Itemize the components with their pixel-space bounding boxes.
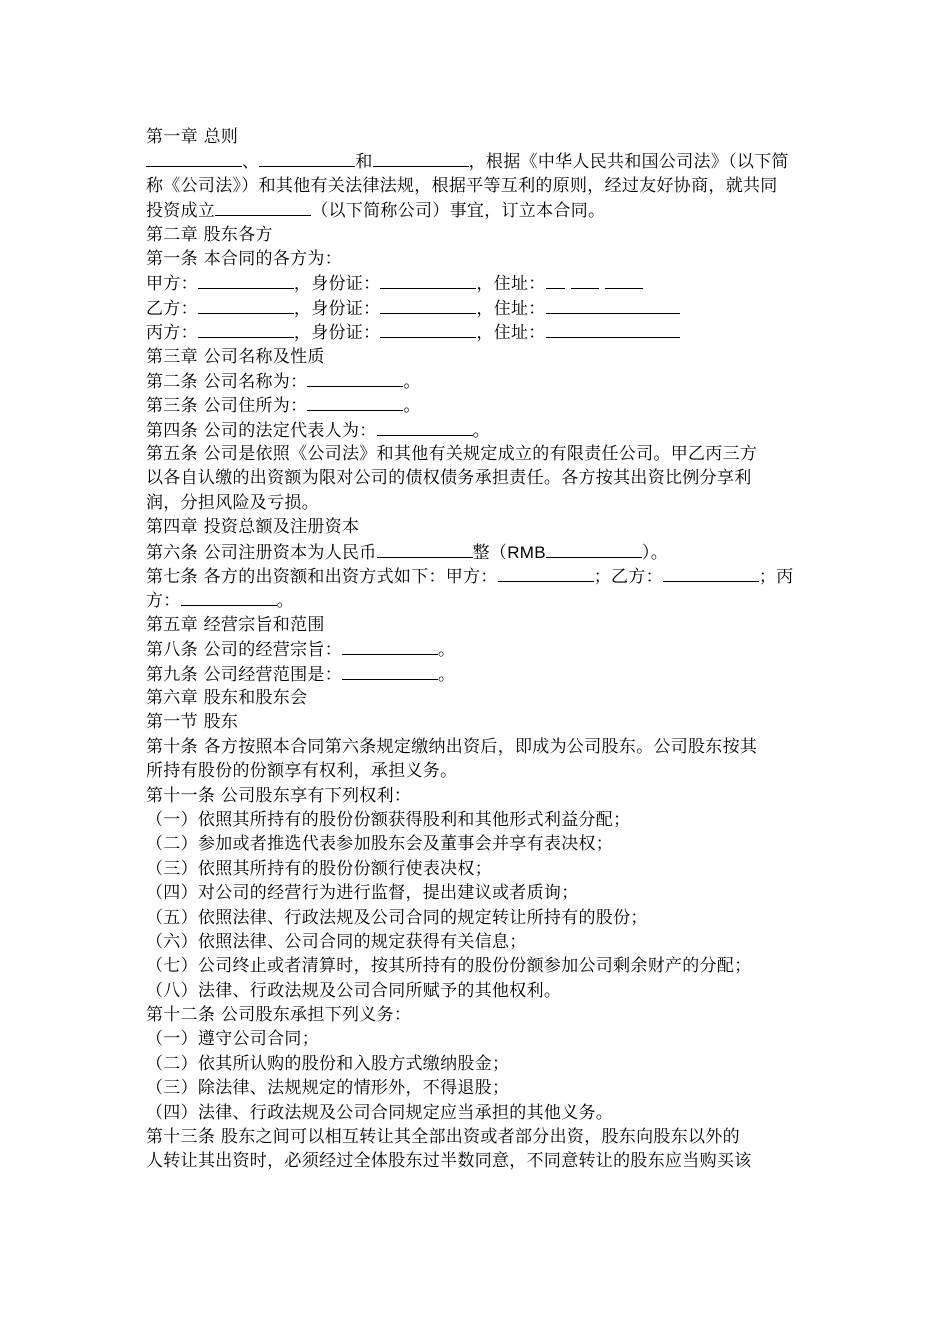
document-line: [146, 613, 806, 637]
line-text: 。: [403, 371, 421, 392]
document-line: [146, 223, 806, 247]
document-line: [146, 466, 806, 490]
line-text: （一）依照其所持有的股份份额获得股利和其他形式利益分配；: [146, 809, 631, 830]
line-text: 第一节 股东: [146, 712, 239, 733]
document-line: [146, 442, 806, 466]
line-text: 。: [403, 396, 421, 417]
document-line: [146, 784, 806, 808]
document-line: [146, 1149, 806, 1173]
line-text: 第十一条 公司股东享有下列权利：: [146, 785, 412, 806]
document-line: [146, 710, 806, 734]
document-line: [146, 491, 806, 515]
line-text: 。: [438, 640, 456, 661]
document-line: [146, 1101, 806, 1125]
line-text: （三）依照其所持有的股份份额行使表决权；: [146, 858, 492, 879]
line-text: （五）依照法律、行政法规及公司合同的规定转让所持有的股份；: [146, 907, 648, 928]
document-line: [146, 1125, 806, 1149]
line-text: 乙方：: [146, 298, 198, 319]
document-line: [146, 125, 806, 149]
line-text: 整（: [472, 542, 508, 563]
line-text: 第一章 总则: [146, 127, 239, 147]
fill-in-blank[interactable]: [373, 149, 469, 167]
document-line: [146, 149, 806, 173]
line-text: 第十二条 公司股东承担下列义务：: [146, 1005, 412, 1026]
fill-in-blank[interactable]: [342, 637, 438, 655]
fill-in-blank[interactable]: [342, 662, 438, 680]
document-line: [146, 735, 806, 759]
document-line: [146, 906, 806, 930]
fill-in-blank[interactable]: [307, 393, 403, 411]
line-text: 第十条 各方按照本合同第六条规定缴纳出资后，即成为公司股东。公司股东按其: [146, 736, 758, 757]
document-line: [146, 271, 806, 295]
document-line: [146, 320, 806, 344]
document-line: [146, 369, 806, 393]
line-text: ，住址：: [476, 274, 546, 295]
line-text: 第四章 投资总额及注册资本: [146, 517, 360, 538]
document-line: [146, 540, 806, 564]
line-text: 丙方：: [146, 323, 198, 344]
line-text: 第六条 公司注册资本为人民币: [146, 542, 377, 563]
document-line: [146, 174, 806, 198]
document-line: [146, 296, 806, 320]
line-text: 第七条 各方的出资额和出资方式如下：甲方：: [146, 567, 498, 588]
line-text: 第一条 本合同的各方为：: [146, 248, 343, 269]
line-text: RMB: [507, 542, 546, 562]
document-line: [146, 832, 806, 856]
document-line: [146, 1027, 806, 1051]
document-line: [146, 662, 806, 686]
fill-in-blank[interactable]: [546, 540, 642, 558]
line-text: （一）遵守公司合同；: [146, 1029, 319, 1050]
line-text: ，身份证：: [293, 298, 381, 319]
fill-in-blank[interactable]: [215, 198, 311, 216]
document-line: [146, 637, 806, 661]
fill-in-blank[interactable]: [181, 588, 277, 606]
line-text: （八）法律、行政法规及公司合同所赋予的其他权利。: [146, 980, 562, 1001]
line-text: 甲方：: [146, 274, 198, 295]
line-text: ，身份证：: [293, 274, 381, 295]
fill-in-blank[interactable]: [307, 369, 403, 387]
line-text: （六）依照法律、公司合同的规定获得有关信息；: [146, 931, 527, 952]
contract-body: [146, 125, 806, 1174]
line-text: 人转让其出资时，必须经过全体股东过半数同意，不同意转让的股东应当购买该: [146, 1151, 752, 1172]
line-text: 第五条 公司是依照《公司法》和其他有关规定成立的有限责任公司。甲乙丙三方: [146, 444, 758, 465]
line-text: 第二条 公司名称为：: [146, 371, 308, 392]
fill-in-blank[interactable]: [571, 271, 600, 289]
document-line: [146, 979, 806, 1003]
fill-in-blank[interactable]: [546, 271, 565, 289]
document-line: [146, 345, 806, 369]
line-text: （七）公司终止或者清算时，按其所持有的股份份额参加公司剩余财产的分配；: [146, 956, 752, 977]
fill-in-blank[interactable]: [380, 320, 476, 338]
line-text: 第十三条 股东之间可以相互转让其全部出资或者部分出资，股东向股东以外的: [146, 1127, 740, 1148]
line-text: 第六章 股东和股东会: [146, 687, 308, 708]
document-line: [146, 564, 806, 588]
document-line: [146, 1052, 806, 1076]
document-line: [146, 393, 806, 417]
fill-in-blank[interactable]: [198, 271, 294, 289]
document-line: [146, 1076, 806, 1100]
line-text: 第四条 公司的法定代表人为：: [146, 420, 377, 441]
document-line: [146, 930, 806, 954]
document-line: [146, 588, 806, 612]
document-line: [146, 1003, 806, 1027]
line-text: 。: [276, 591, 294, 612]
fill-in-blank[interactable]: [377, 418, 473, 436]
line-text: 和: [355, 152, 373, 173]
document-line: [146, 247, 806, 271]
line-text: 第三条 公司住所为：: [146, 396, 308, 417]
fill-in-blank[interactable]: [663, 564, 759, 582]
fill-in-blank[interactable]: [146, 149, 242, 167]
line-text: ；乙方：: [593, 567, 663, 588]
line-text: （四）法律、行政法规及公司合同规定应当承担的其他义务。: [146, 1102, 614, 1123]
document-line: [146, 418, 806, 442]
document-line: [146, 759, 806, 783]
line-text: 投资成立: [146, 201, 216, 222]
fill-in-blank[interactable]: [198, 296, 294, 314]
line-text: 以各自认缴的出资额为限对公司的债权债务承担责任。各方按其出资比例分享利: [146, 468, 752, 489]
line-text: 第八条 公司的经营宗旨：: [146, 640, 343, 661]
fill-in-blank[interactable]: [198, 320, 294, 338]
line-text: 。: [472, 420, 490, 441]
line-text: 所持有股份的份额享有权利，承担义务。: [146, 761, 458, 782]
fill-in-blank[interactable]: [546, 320, 680, 338]
fill-in-blank[interactable]: [259, 149, 355, 167]
line-text: （以下简称公司）事宜，订立本合同。: [311, 201, 606, 222]
line-text: ；丙: [758, 567, 794, 588]
line-text: （二）参加或者推选代表参加股东会及董事会并享有表决权；: [146, 834, 614, 855]
line-text: 称《公司法》）和其他有关法律法规，根据平等互利的原则，经过友好协商，就共同: [146, 175, 778, 196]
document-line: [146, 686, 806, 710]
line-text: 方：: [146, 591, 181, 612]
line-text: （三）除法律、法规规定的情形外，不得退股；: [146, 1078, 510, 1099]
line-text: ，住址：: [476, 298, 546, 319]
document-line: [146, 954, 806, 978]
line-text: 润，分担风险及亏损。: [146, 492, 319, 513]
fill-in-blank[interactable]: [380, 271, 476, 289]
line-text: ，住址：: [476, 323, 546, 344]
line-text: 第三章 公司名称及性质: [146, 346, 325, 367]
document-line: [146, 515, 806, 539]
line-text: ）。: [641, 542, 669, 563]
line-text: ，身份证：: [293, 323, 381, 344]
fill-in-blank[interactable]: [498, 564, 594, 582]
line-text: （四）对公司的经营行为进行监督，提出建议或者质询；: [146, 883, 579, 904]
line-text: 第二章 股东各方: [146, 224, 273, 245]
line-text: 。: [438, 664, 456, 685]
line-text: ，根据《中华人民共和国公司法》（以下简: [468, 152, 789, 173]
fill-in-blank[interactable]: [546, 296, 680, 314]
line-text: 第九条 公司经营范围是：: [146, 664, 343, 685]
fill-in-blank[interactable]: [605, 271, 643, 289]
document-line: [146, 857, 806, 881]
line-text: （二）依其所认购的股份和入股方式缴纳股金；: [146, 1053, 510, 1074]
document-line: [146, 881, 806, 905]
fill-in-blank[interactable]: [380, 296, 476, 314]
document-line: [146, 198, 806, 222]
document-line: [146, 808, 806, 832]
line-text: 、: [242, 152, 260, 173]
fill-in-blank[interactable]: [377, 540, 473, 558]
line-text: 第五章 经营宗旨和范围: [146, 614, 325, 635]
